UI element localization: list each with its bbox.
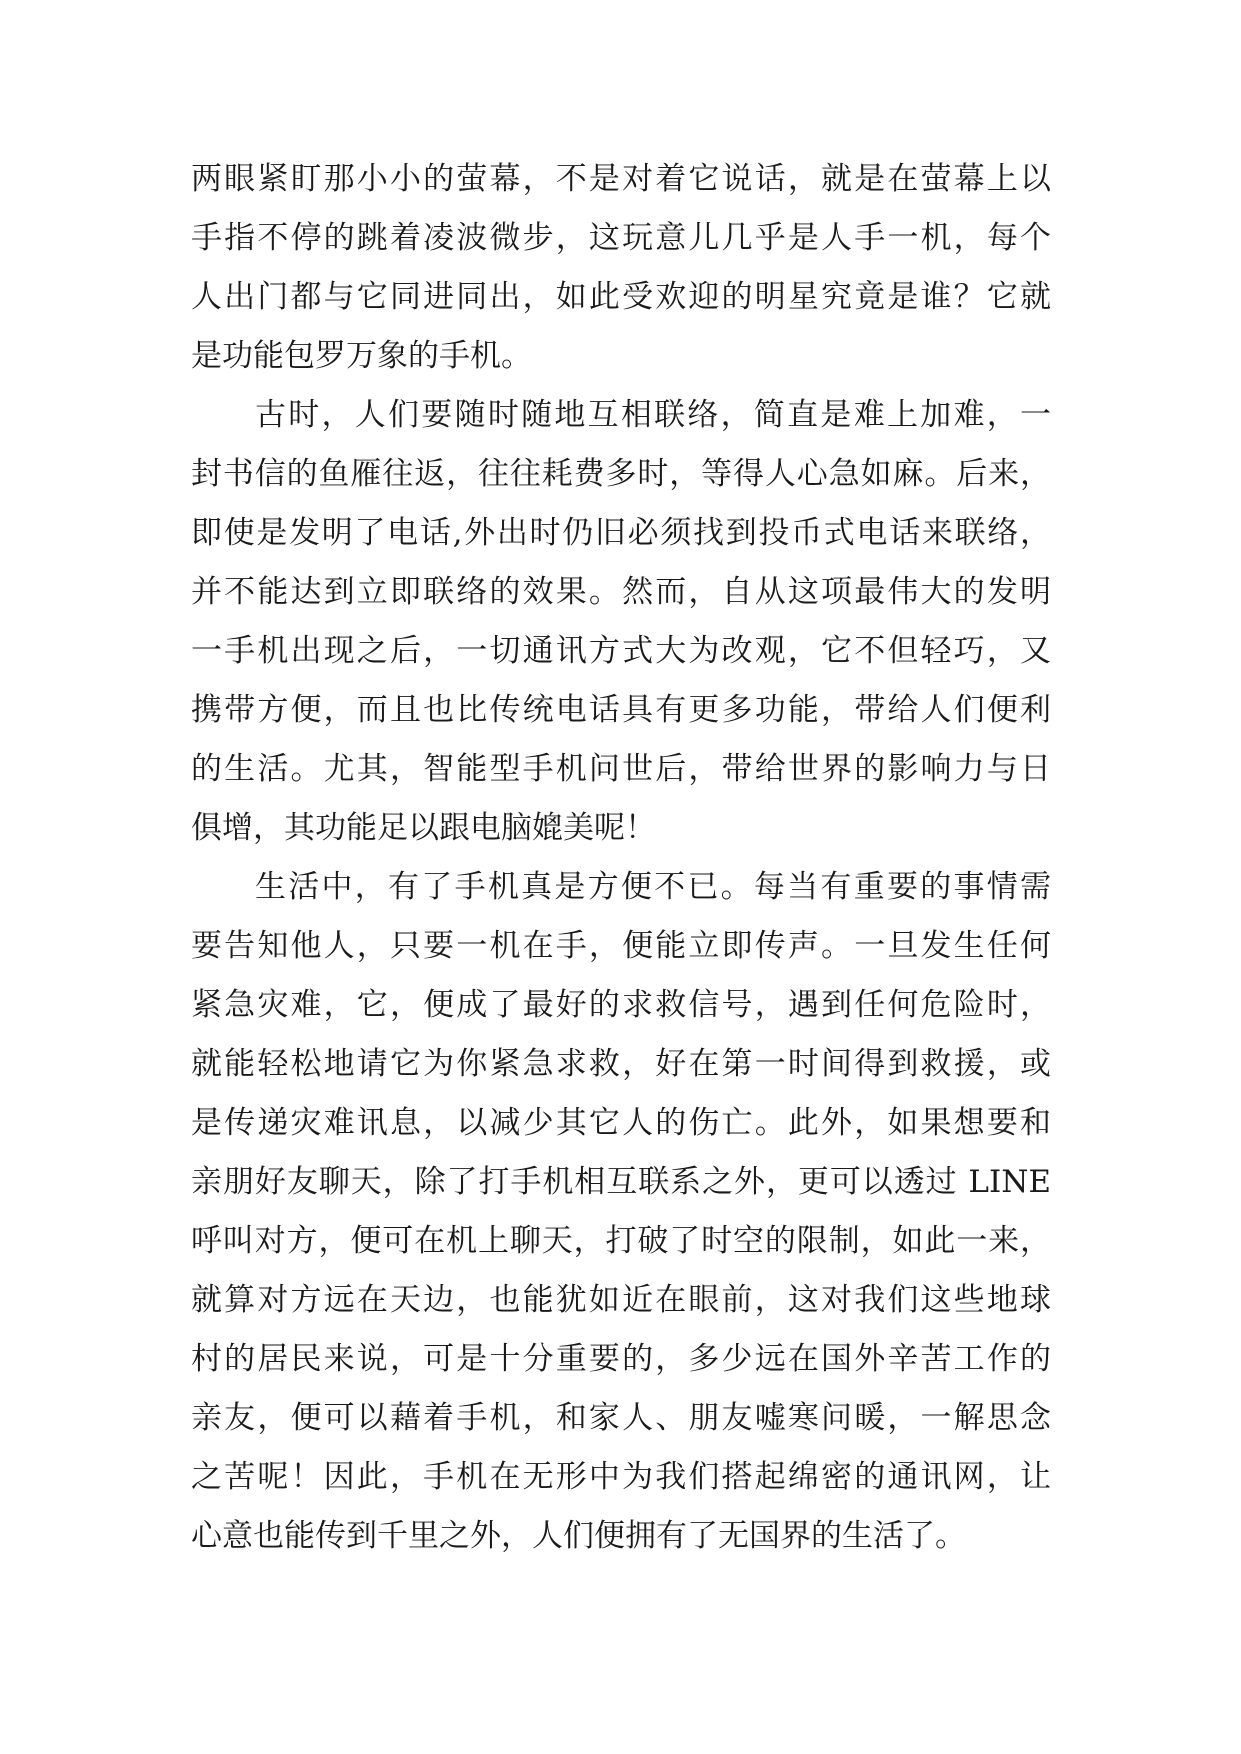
text-line: 人出门都与它同进同出，如此受欢迎的明星究竟是谁？它就 [191,279,1051,315]
text-line: 亲朋好友聊天，除了打手机相互联系之外，更可以透过 LINE [191,1164,1051,1200]
text-line: 是传递灾难讯息，以减少其它人的伤亡。此外，如果想要和 [191,1105,1051,1141]
text-line: 村的居民来说，可是十分重要的，多少远在国外辛苦工作的 [191,1341,1051,1377]
text-line: 的生活。尤其，智能型手机问世后，带给世界的影响力与日 [191,751,1051,787]
paragraph-1 [191,150,1051,386]
text-line: 要告知他人，只要一机在手，便能立即传声。一旦发生任何 [191,928,1051,964]
paragraph-2 [191,386,1051,858]
text-line: 携带方便，而且也比传统电话具有更多功能，带给人们便利 [191,692,1051,728]
text-line: 亲友，便可以藉着手机，和家人、朋友嘘寒问暖，一解思念 [191,1400,1051,1436]
text-line: 紧急灾难，它，便成了最好的求救信号，遇到任何危险时， [191,987,1051,1023]
text-line: 就算对方远在天边，也能犹如近在眼前，这对我们这些地球 [191,1282,1051,1318]
text-line: 生活中，有了手机真是方便不已。每当有重要的事情需 [255,869,1051,905]
text-line: 一手机出现之后，一切通讯方式大为改观，它不但轻巧，又 [191,633,1051,669]
text-line: 俱增，其功能足以跟电脑媲美呢！ [191,810,656,846]
text-line: 手指不停的跳着凌波微步，这玩意儿几乎是人手一机，每个 [191,220,1051,256]
text-line: 两眼紧盯那小小的萤幕，不是对着它说话，就是在萤幕上以 [191,161,1051,197]
document-body [191,150,1051,1566]
paragraph-3 [191,858,1051,1566]
text-line: 古时，人们要随时随地互相联络，简直是难上加难，一 [255,397,1051,433]
text-line: 就能轻松地请它为你紧急求救，好在第一时间得到救援，或 [191,1046,1051,1082]
text-line: 呼叫对方，便可在机上聊天，打破了时空的限制，如此一来， [191,1223,1051,1259]
text-line: 并不能达到立即联络的效果。然而，自从这项最伟大的发明 [191,574,1051,610]
text-line: 是功能包罗万象的手机。 [191,338,532,374]
text-line: 心意也能传到千里之外，人们便拥有了无国界的生活了。 [191,1518,966,1554]
text-line: 即使是发明了电话,外出时仍旧必须找到投币式电话来联络， [191,515,1051,551]
text-line: 封书信的鱼雁往返，往往耗费多时，等得人心急如麻。后来， [191,456,1051,492]
text-line: 之苦呢！因此，手机在无形中为我们搭起绵密的通讯网，让 [191,1459,1051,1495]
